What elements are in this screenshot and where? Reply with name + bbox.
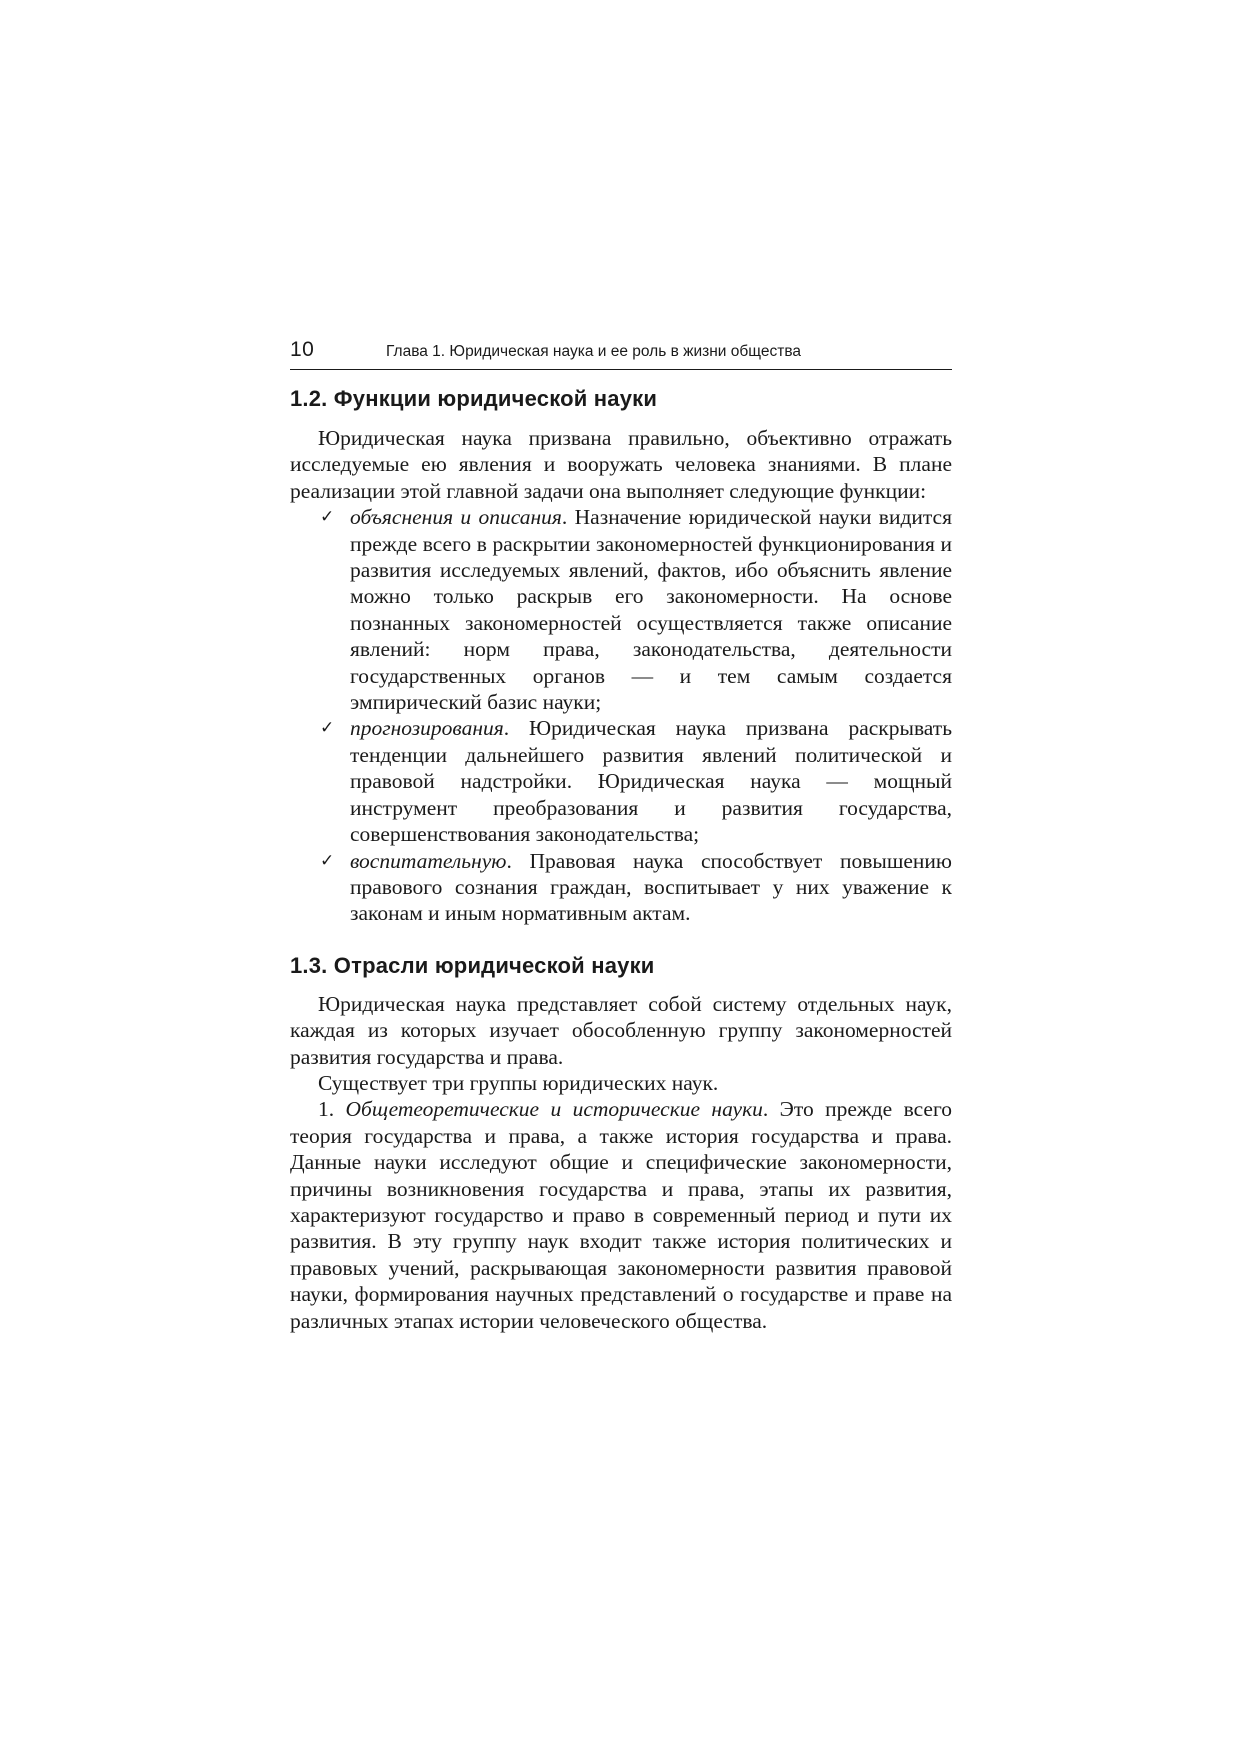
- function-term: прогнозирования: [350, 716, 504, 741]
- para-number: 1.: [318, 1097, 346, 1122]
- check-mark-icon: ✓: [320, 850, 335, 871]
- check-mark-icon: ✓: [320, 718, 335, 739]
- section-1-3-para-2: Существует три группы юридических наук.: [318, 1070, 719, 1095]
- running-head: [290, 338, 952, 370]
- chapter-title: Глава 1. Юридическая наука и ее роль в жизни общества: [386, 343, 802, 360]
- function-description: . Назначение юридической науки видится прежде всего в раскрытии закономерностей функционирования и развития исследуемых явлений, фактов, ибо объяснить явление можно только раскрыв его закономерности. На основе познанных закономерностей осуществляется также описание явлений: норм права, законодательства, деятельности государственных органов — и тем самым создается эмпирический базис науки;: [350, 505, 952, 715]
- section-heading-1-3: 1.3. Отрасли юридической науки: [290, 952, 655, 978]
- list-item: [320, 715, 952, 847]
- function-term: воспитательную: [350, 848, 507, 873]
- section-1-2-intro: Юридическая наука призвана правильно, объективно отражать исследуемые ею явления и вооружать человека знаниями. В плане реализации этой главной задачи она выполняет следующие функции:: [290, 426, 952, 503]
- list-item: [320, 848, 952, 927]
- function-description: . Юридическая наука призвана раскрывать тенденции дальнейшего развития явлений политической и правовой надстройки. Юридическая наука — мощный инструмент преобразования и развития государства, совершенствования законодательства;: [350, 716, 952, 847]
- section-heading-1-2: 1.2. Функции юридической науки: [290, 386, 658, 411]
- function-description: . Правовая наука способствует повышению правового сознания граждан, воспитывает у них уважение к законам и иным нормативным актам.: [350, 848, 952, 926]
- function-term: объяснения и описания: [350, 505, 562, 530]
- book-page: [290, 338, 952, 1334]
- science-group-description: . Это прежде всего теория государства и права, а также история государства и права. Данные науки исследуют общие и специфические закономерности, причины возникновения государства и права, этапы их развития, характеризуют государство и право в современный период и пути их развития. В эту группу наук входит также история политических и правовых учений, раскрывающая закономерности развития правовой науки, формирования научных представлений о государстве и праве на различных этапах истории человеческого общества.: [290, 1097, 952, 1333]
- science-group-term: Общетеоретические и исторические науки: [345, 1097, 763, 1122]
- list-item: [320, 504, 952, 715]
- section-1-3-para-3: [290, 1096, 952, 1334]
- functions-list: [290, 504, 952, 927]
- section-1-3-para-1: Юридическая наука представляет собой систему отдельных наук, каждая из которых изучает обособленную группу закономерностей развития государства и права.: [290, 991, 952, 1069]
- check-mark-icon: ✓: [320, 507, 335, 528]
- page-number: 10: [290, 338, 315, 361]
